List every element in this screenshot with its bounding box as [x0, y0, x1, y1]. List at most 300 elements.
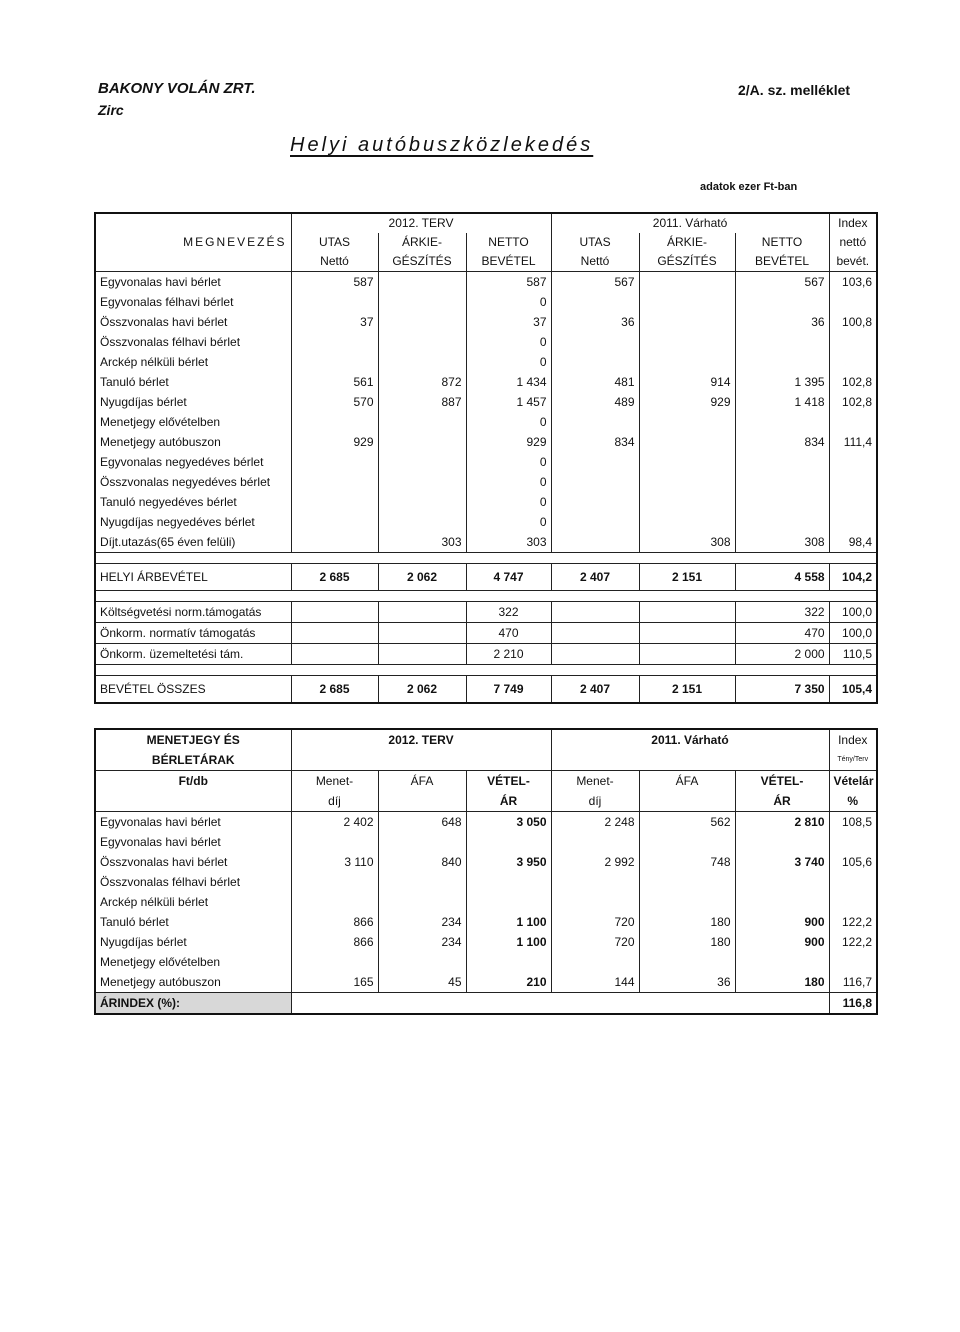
cell: [735, 492, 829, 512]
cell: [291, 832, 378, 852]
row-label: Arckép nélküli bérlet: [100, 355, 209, 369]
table-row: [95, 832, 877, 852]
cell: 2 685: [291, 564, 378, 591]
col-top: VÉTEL-: [466, 771, 551, 792]
cell: 102,8: [829, 392, 877, 412]
row-label: Menetjegy elővételben: [100, 415, 221, 429]
cell: [639, 952, 735, 972]
table-row: [95, 872, 877, 892]
cell: [466, 892, 551, 912]
price-title-2: BÉRLETÁRAK: [151, 753, 235, 767]
cell: [291, 352, 378, 372]
cell: [291, 492, 378, 512]
cell: [735, 892, 829, 912]
cell: 840: [378, 852, 466, 872]
cell: [378, 832, 466, 852]
cell: 36: [735, 312, 829, 332]
cell: [829, 412, 877, 432]
cell: [551, 292, 639, 312]
col-bot: díj: [291, 791, 378, 812]
subhead-bot: GÉSZÍTÉS: [378, 252, 466, 272]
cell: 4 558: [735, 564, 829, 591]
arindex-value: 116,8: [829, 993, 877, 1015]
arindex-label: ÁRINDEX (%):: [95, 993, 291, 1015]
table-row: [95, 892, 877, 912]
cell: [639, 432, 735, 452]
row-label: Egyvonalas félhavi bérlet: [100, 295, 234, 309]
price-header-3: [95, 771, 877, 792]
table-row: [95, 952, 877, 972]
cell: [639, 832, 735, 852]
cell: 122,2: [829, 912, 877, 932]
support-row: [95, 623, 877, 644]
col-top: Vételár: [829, 771, 877, 792]
col-top: Menet-: [291, 771, 378, 792]
company-name: BAKONY VOLÁN ZRT.: [98, 80, 256, 97]
cell: 1 457: [466, 392, 551, 412]
cell: [829, 292, 877, 312]
cell: [639, 512, 735, 532]
row-label: Egyvonalas havi bérlet: [95, 272, 291, 293]
cell: 180: [639, 932, 735, 952]
cell: 834: [735, 432, 829, 452]
city-name: Zirc: [98, 102, 124, 118]
cell: 4 747: [466, 564, 551, 591]
cell: 1 100: [466, 912, 551, 932]
cell: [735, 512, 829, 532]
cell: 122,2: [829, 932, 877, 952]
table-row: [95, 352, 877, 372]
subhead-bot: GÉSZÍTÉS: [639, 252, 735, 272]
subhead-top: UTAS: [551, 233, 639, 252]
cell: 866: [291, 912, 378, 932]
cell: 210: [466, 972, 551, 993]
cell: 105,6: [829, 852, 877, 872]
header-row-2: [95, 233, 877, 252]
index-small: Tény/Terv: [829, 750, 877, 771]
cell: 470: [466, 623, 551, 644]
row-label: Összvonalas havi bérlet: [100, 855, 228, 869]
row-label: Díjt.utazás(65 éven felüli): [100, 535, 236, 549]
cell: 0: [466, 452, 551, 472]
cell: 322: [735, 602, 829, 623]
subhead-bot: BEVÉTEL: [735, 252, 829, 272]
cell: [378, 332, 466, 352]
group-2012-header: 2012. TERV: [291, 729, 551, 750]
cell: 720: [551, 932, 639, 952]
cell: 100,0: [829, 602, 877, 623]
spacer-row: [95, 665, 877, 676]
cell: 834: [551, 432, 639, 452]
subhead-top: ÁRKIE-: [639, 233, 735, 252]
cell: [551, 512, 639, 532]
row-label: Tanuló negyedéves bérlet: [100, 495, 237, 509]
cell: 2 402: [291, 812, 378, 833]
cell: 866: [291, 932, 378, 952]
table-row: [95, 292, 877, 312]
table-row: [95, 392, 877, 412]
cell: 561: [291, 372, 378, 392]
cell: 308: [735, 532, 829, 553]
row-label: Összvonalas negyedéves bérlet: [100, 475, 271, 489]
cell: [378, 292, 466, 312]
group-2011-header: 2011. Várható: [551, 729, 829, 750]
cell: 100,8: [829, 312, 877, 332]
col-top: VÉTEL-: [735, 771, 829, 792]
cell: 3 050: [466, 812, 551, 833]
cell: [378, 952, 466, 972]
cell: [639, 872, 735, 892]
row-label: Menetjegy autóbuszon: [100, 975, 221, 989]
cell: [829, 512, 877, 532]
table-row: [95, 272, 877, 293]
cell: 2 210: [466, 644, 551, 665]
price-unit: Ft/db: [95, 771, 291, 792]
cell: [291, 872, 378, 892]
cell: 0: [466, 412, 551, 432]
cell: 3 740: [735, 852, 829, 872]
cell: 165: [291, 972, 378, 993]
cell: 929: [639, 392, 735, 412]
cell: [829, 892, 877, 912]
cell: [378, 412, 466, 432]
cell: [639, 492, 735, 512]
cell: 720: [551, 912, 639, 932]
cell: [735, 412, 829, 432]
cell: 489: [551, 392, 639, 412]
col-bot: ÁR: [466, 791, 551, 812]
price-header-2: [95, 750, 877, 771]
subhead-top: NETTO: [735, 233, 829, 252]
row-label: Tanuló bérlet: [100, 915, 169, 929]
table-row: [95, 852, 877, 872]
cell: 180: [735, 972, 829, 993]
bevetel-osszes-row: [95, 676, 877, 704]
row-label: Egyvonalas havi bérlet: [100, 835, 221, 849]
price-header-1: [95, 729, 877, 750]
col-bot: díj: [551, 791, 639, 812]
cell: 103,6: [829, 272, 877, 293]
cell: [466, 952, 551, 972]
row-label: Egyvonalas havi bérlet: [95, 812, 291, 833]
cell: [378, 352, 466, 372]
cell: [551, 872, 639, 892]
cell: [829, 332, 877, 352]
col-bot: [639, 791, 735, 812]
cell: 587: [466, 272, 551, 293]
row-label: Összvonalas havi bérlet: [100, 315, 228, 329]
cell: 900: [735, 912, 829, 932]
cell: [291, 532, 378, 553]
cell: 481: [551, 372, 639, 392]
subhead-bot: BEVÉTEL: [466, 252, 551, 272]
cell: [735, 292, 829, 312]
table-row: [95, 512, 877, 532]
cell: 308: [639, 532, 735, 553]
cell: [735, 952, 829, 972]
group-2012-header: 2012. TERV: [291, 213, 551, 233]
support-row: [95, 602, 877, 623]
cell: [551, 472, 639, 492]
cell: [378, 452, 466, 472]
cell: 234: [378, 932, 466, 952]
cell: 303: [378, 532, 466, 553]
row-label: Önkorm. normatív támogatás: [95, 623, 291, 644]
revenue-rows: [95, 272, 877, 553]
row-label: Költségvetési norm.támogatás: [95, 602, 291, 623]
cell: [551, 352, 639, 372]
subhead-top: ÁRKIE-: [378, 233, 466, 252]
header-row-3: [95, 252, 877, 272]
cell: [639, 412, 735, 432]
index-header: Index: [829, 213, 877, 233]
cell: 37: [466, 312, 551, 332]
cell: 1 100: [466, 932, 551, 952]
cell: [735, 472, 829, 492]
index-sub2: bevét.: [829, 252, 877, 272]
cell: 3 950: [466, 852, 551, 872]
index-header: Index: [829, 729, 877, 750]
cell: 2 062: [378, 676, 466, 704]
cell: 1 434: [466, 372, 551, 392]
cell: 3 110: [291, 852, 378, 872]
cell: 234: [378, 912, 466, 932]
cell: [378, 432, 466, 452]
cell: 929: [466, 432, 551, 452]
cell: [639, 472, 735, 492]
cell: [551, 332, 639, 352]
cell: 887: [378, 392, 466, 412]
support-row: [95, 644, 877, 665]
cell: [639, 452, 735, 472]
cell: [378, 892, 466, 912]
table-row: [95, 332, 877, 352]
cell: [639, 272, 735, 293]
cell: [551, 532, 639, 553]
cell: [639, 332, 735, 352]
index-sub1: nettó: [829, 233, 877, 252]
cell: [829, 472, 877, 492]
cell: [291, 452, 378, 472]
price-title-1: MENETJEGY ÉS: [146, 733, 240, 747]
cell: 98,4: [829, 532, 877, 553]
cell: [378, 512, 466, 532]
cell: [378, 312, 466, 332]
cell: 748: [639, 852, 735, 872]
cell: [639, 352, 735, 372]
cell: [735, 872, 829, 892]
cell: [291, 412, 378, 432]
cell: [551, 892, 639, 912]
cell: [378, 492, 466, 512]
row-label: HELYI ÁRBEVÉTEL: [95, 564, 291, 591]
table-row: [95, 492, 877, 512]
cell: 587: [291, 272, 378, 293]
spacer-row: [95, 553, 877, 564]
row-label: BEVÉTEL ÖSSZES: [95, 676, 291, 704]
cell: 470: [735, 623, 829, 644]
cell: 102,8: [829, 372, 877, 392]
cell: 567: [551, 272, 639, 293]
cell: 914: [639, 372, 735, 392]
cell: 2 685: [291, 676, 378, 704]
cell: [829, 832, 877, 852]
col-bot: %: [829, 791, 877, 812]
cell: [291, 512, 378, 532]
row-label: Nyugdíjas negyedéves bérlet: [100, 515, 255, 529]
table-row: [95, 312, 877, 332]
cell: [291, 952, 378, 972]
table-row: [95, 472, 877, 492]
cell: 570: [291, 392, 378, 412]
cell: 303: [466, 532, 551, 553]
support-rows: [95, 602, 877, 665]
row-label: Arckép nélküli bérlet: [100, 895, 209, 909]
cell: [466, 872, 551, 892]
cell: [735, 332, 829, 352]
cell: 37: [291, 312, 378, 332]
table-row: [95, 812, 877, 833]
cell: 0: [466, 492, 551, 512]
col-top: Menet-: [551, 771, 639, 792]
cell: [551, 492, 639, 512]
row-label: Önkorm. üzemeltetési tám.: [95, 644, 291, 665]
cell: 180: [639, 912, 735, 932]
price-rows: [95, 812, 877, 993]
cell: [735, 352, 829, 372]
cell: 116,7: [829, 972, 877, 993]
cell: [735, 832, 829, 852]
cell: [378, 472, 466, 492]
cell: 2 810: [735, 812, 829, 833]
cell: [291, 472, 378, 492]
col-top: ÁFA: [378, 771, 466, 792]
table-row: [95, 912, 877, 932]
cell: [378, 872, 466, 892]
cell: 111,4: [829, 432, 877, 452]
cell: 0: [466, 472, 551, 492]
cell: 567: [735, 272, 829, 293]
table-row: [95, 432, 877, 452]
cell: 45: [378, 972, 466, 993]
cell: 2 992: [551, 852, 639, 872]
cell: 36: [639, 972, 735, 993]
cell: 2 151: [639, 564, 735, 591]
col-top: ÁFA: [639, 771, 735, 792]
cell: 36: [551, 312, 639, 332]
cell: [735, 452, 829, 472]
group-2011-header: 2011. Várható: [551, 213, 829, 233]
helyi-arbevetel-row: [95, 564, 877, 591]
cell: [829, 452, 877, 472]
price-header-4: [95, 791, 877, 812]
cell: [551, 832, 639, 852]
row-label: Összvonalas félhavi bérlet: [100, 875, 241, 889]
table-row: [95, 412, 877, 432]
unit-note: adatok ezer Ft-ban: [700, 181, 798, 193]
price-table: [94, 728, 878, 1015]
page-title: Helyi autóbuszközlekedés: [290, 134, 594, 156]
cell: 2 407: [551, 676, 639, 704]
cell: 872: [378, 372, 466, 392]
cell: 1 395: [735, 372, 829, 392]
table-row: [95, 532, 877, 553]
table-row: [95, 972, 877, 993]
cell: [291, 892, 378, 912]
subhead-top: NETTO: [466, 233, 551, 252]
header-row-1: [95, 213, 877, 233]
cell: 7 749: [466, 676, 551, 704]
cell: 2 407: [551, 564, 639, 591]
row-label: Nyugdíjas bérlet: [100, 395, 187, 409]
cell: [551, 952, 639, 972]
cell: [466, 832, 551, 852]
arindex-row: [95, 993, 877, 1015]
cell: 110,5: [829, 644, 877, 665]
cell: [829, 952, 877, 972]
cell: 2 000: [735, 644, 829, 665]
cell: 900: [735, 932, 829, 952]
subhead-bot: Nettó: [291, 252, 378, 272]
col-name-header: MEGNEVEZÉS: [183, 235, 287, 249]
subhead-bot: Nettó: [551, 252, 639, 272]
row-label: Tanuló bérlet: [100, 375, 169, 389]
cell: [639, 892, 735, 912]
cell: [639, 312, 735, 332]
cell: [291, 332, 378, 352]
cell: 104,2: [829, 564, 877, 591]
annex-number: 2/A. sz. melléklet: [738, 82, 851, 98]
table-row: [95, 932, 877, 952]
row-label: Nyugdíjas bérlet: [100, 935, 187, 949]
col-bot: ÁR: [735, 791, 829, 812]
col-bot: [378, 791, 466, 812]
cell: 1 418: [735, 392, 829, 412]
row-label: Egyvonalas negyedéves bérlet: [100, 455, 264, 469]
cell: 929: [291, 432, 378, 452]
cell: [829, 352, 877, 372]
cell: [378, 272, 466, 293]
cell: 105,4: [829, 676, 877, 704]
cell: 0: [466, 352, 551, 372]
row-label: Menetjegy elővételben: [100, 955, 221, 969]
cell: 108,5: [829, 812, 877, 833]
table-row: [95, 372, 877, 392]
cell: [291, 292, 378, 312]
cell: 648: [378, 812, 466, 833]
cell: 0: [466, 332, 551, 352]
spacer-row: [95, 591, 877, 602]
cell: 0: [466, 512, 551, 532]
cell: 2 248: [551, 812, 639, 833]
cell: 2 151: [639, 676, 735, 704]
subhead-top: UTAS: [291, 233, 378, 252]
cell: 0: [466, 292, 551, 312]
cell: [829, 492, 877, 512]
cell: 100,0: [829, 623, 877, 644]
revenue-table: [94, 212, 878, 704]
cell: 7 350: [735, 676, 829, 704]
row-label: Menetjegy autóbuszon: [100, 435, 221, 449]
cell: [551, 452, 639, 472]
table-row: [95, 452, 877, 472]
cell: 562: [639, 812, 735, 833]
cell: [829, 872, 877, 892]
cell: [639, 292, 735, 312]
cell: 2 062: [378, 564, 466, 591]
row-label: Összvonalas félhavi bérlet: [100, 335, 241, 349]
cell: 144: [551, 972, 639, 993]
